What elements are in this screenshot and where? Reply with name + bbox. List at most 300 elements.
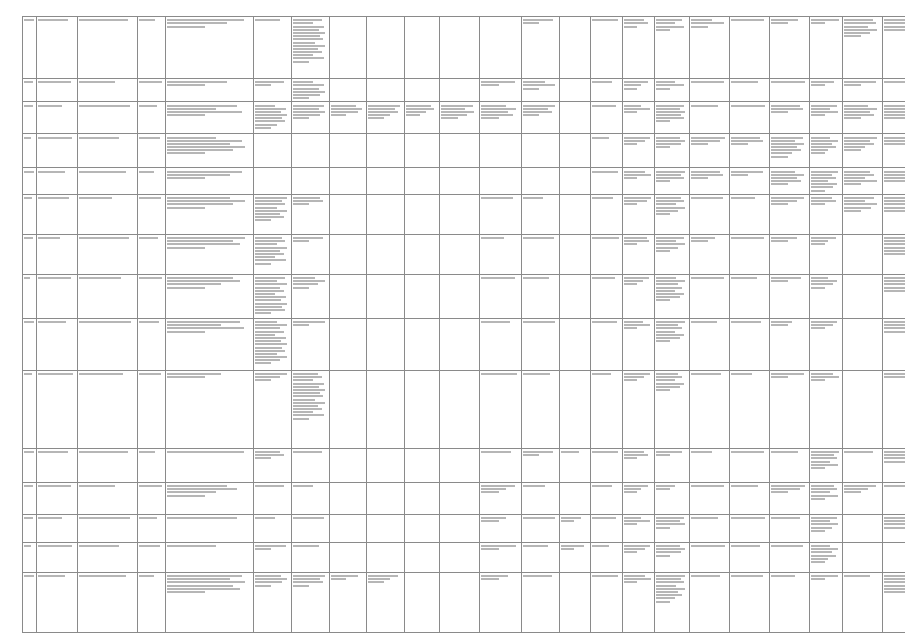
- illegible-text-line: [844, 22, 876, 24]
- illegible-text-line: [656, 197, 681, 199]
- table-cell: [690, 542, 730, 572]
- table-cell: [623, 542, 655, 572]
- table-cell: [367, 17, 405, 79]
- illegible-text-line: [771, 240, 788, 242]
- illegible-text-line: [167, 146, 245, 148]
- table-cell: [166, 448, 254, 482]
- illegible-text-line: [293, 237, 323, 239]
- illegible-text-line: [24, 545, 31, 547]
- illegible-text-line: [293, 117, 309, 119]
- illegible-text-line: [656, 299, 670, 301]
- illegible-text-line: [481, 485, 515, 487]
- illegible-text-line: [624, 111, 637, 113]
- illegible-text-line: [771, 545, 803, 547]
- illegible-text-line: [884, 137, 905, 139]
- illegible-text-line: [255, 111, 281, 113]
- table-cell: [37, 448, 78, 482]
- illegible-text-line: [167, 207, 205, 209]
- illegible-text-line: [656, 137, 680, 139]
- table-cell: [166, 318, 254, 370]
- table-cell: [254, 482, 292, 514]
- illegible-text-line: [38, 277, 71, 279]
- table-cell: [810, 572, 843, 632]
- illegible-text-line: [884, 454, 905, 456]
- illegible-text-line: [139, 321, 159, 323]
- table-row: [23, 448, 905, 482]
- illegible-text-line: [811, 464, 838, 466]
- illegible-text-line: [624, 26, 637, 28]
- illegible-text-line: [255, 81, 284, 83]
- illegible-text-line: [255, 290, 284, 292]
- illegible-text-line: [731, 517, 765, 519]
- illegible-text-line: [884, 485, 905, 487]
- illegible-text-line: [255, 280, 277, 282]
- table-cell: [522, 102, 560, 134]
- illegible-text-line: [731, 137, 760, 139]
- illegible-text-line: [844, 451, 873, 453]
- illegible-text-line: [884, 520, 905, 522]
- illegible-text-line: [592, 451, 618, 453]
- table-row: [23, 102, 905, 134]
- table-cell: [843, 194, 883, 234]
- illegible-text-line: [691, 451, 712, 453]
- illegible-text-line: [255, 376, 280, 378]
- illegible-text-line: [656, 114, 681, 116]
- illegible-text-line: [731, 143, 748, 145]
- illegible-text-line: [24, 575, 34, 577]
- table-cell: [405, 542, 440, 572]
- table-cell: [623, 514, 655, 542]
- illegible-text-line: [293, 38, 323, 40]
- illegible-text-line: [844, 26, 868, 28]
- illegible-text-line: [255, 327, 280, 329]
- table-cell: [254, 514, 292, 542]
- table-cell: [405, 17, 440, 79]
- illegible-text-line: [884, 26, 905, 28]
- illegible-text-line: [811, 327, 825, 329]
- illegible-text-line: [884, 197, 905, 199]
- table-cell: [405, 134, 440, 168]
- illegible-text-line: [255, 457, 271, 459]
- illegible-text-line: [811, 488, 837, 490]
- table-cell: [591, 482, 623, 514]
- illegible-text-line: [731, 237, 764, 239]
- illegible-text-line: [481, 111, 508, 113]
- table-cell: [730, 572, 770, 632]
- illegible-text-line: [368, 111, 398, 113]
- illegible-text-line: [656, 277, 676, 279]
- table-cell: [730, 542, 770, 572]
- table-cell: [883, 542, 905, 572]
- table-cell: [440, 514, 480, 542]
- illegible-text-line: [656, 213, 670, 215]
- illegible-text-line: [167, 247, 205, 249]
- illegible-text-line: [691, 81, 724, 83]
- illegible-text-line: [884, 373, 905, 375]
- table-cell: [623, 134, 655, 168]
- table-cell: [522, 134, 560, 168]
- table-cell: [843, 370, 883, 448]
- illegible-text-line: [624, 140, 645, 142]
- illegible-text-line: [624, 143, 637, 145]
- illegible-text-line: [884, 180, 905, 182]
- illegible-text-line: [811, 111, 838, 113]
- table-cell: [23, 168, 37, 195]
- illegible-text-line: [481, 197, 513, 199]
- table-cell: [560, 370, 591, 448]
- illegible-text-line: [811, 84, 825, 86]
- illegible-text-line: [523, 451, 553, 453]
- table-cell: [522, 370, 560, 448]
- illegible-text-line: [884, 243, 905, 245]
- illegible-text-line: [844, 485, 876, 487]
- illegible-text-line: [771, 183, 788, 185]
- illegible-text-line: [656, 594, 682, 596]
- illegible-text-line: [167, 108, 216, 110]
- illegible-text-line: [293, 405, 318, 407]
- table-cell: [166, 134, 254, 168]
- illegible-text-line: [255, 219, 271, 221]
- illegible-text-line: [255, 324, 287, 326]
- illegible-text-line: [293, 57, 324, 59]
- table-cell: [23, 572, 37, 632]
- illegible-text-line: [79, 575, 126, 577]
- table-cell: [166, 274, 254, 318]
- table-row: [23, 134, 905, 168]
- table-cell: [78, 168, 138, 195]
- table-cell: [78, 17, 138, 79]
- illegible-text-line: [293, 45, 325, 47]
- illegible-text-line: [624, 280, 643, 282]
- table-cell: [330, 448, 367, 482]
- illegible-text-line: [656, 293, 684, 295]
- illegible-text-line: [24, 137, 31, 139]
- illegible-text-line: [731, 105, 765, 107]
- table-cell: [78, 542, 138, 572]
- table-cell: [440, 168, 480, 195]
- illegible-text-line: [24, 237, 33, 239]
- table-cell: [883, 370, 905, 448]
- table-cell: [522, 274, 560, 318]
- illegible-text-line: [691, 105, 718, 107]
- table-cell: [623, 102, 655, 134]
- illegible-text-line: [811, 373, 833, 375]
- table-cell: [843, 482, 883, 514]
- illegible-text-line: [884, 331, 905, 333]
- table-cell: [23, 194, 37, 234]
- illegible-text-line: [731, 373, 752, 375]
- illegible-text-line: [656, 379, 675, 381]
- illegible-text-line: [771, 488, 800, 490]
- illegible-text-line: [293, 373, 318, 375]
- table-cell: [23, 17, 37, 79]
- illegible-text-line: [656, 578, 681, 580]
- illegible-text-line: [293, 48, 318, 50]
- table-row: [23, 234, 905, 274]
- table-cell: [810, 79, 843, 102]
- table-cell: [770, 17, 810, 79]
- illegible-text-line: [771, 111, 788, 113]
- illegible-text-line: [293, 277, 315, 279]
- table-cell: [440, 102, 480, 134]
- illegible-text-line: [844, 111, 870, 113]
- table-cell: [440, 194, 480, 234]
- illegible-text-line: [167, 485, 227, 487]
- table-cell: [522, 572, 560, 632]
- table-cell: [367, 370, 405, 448]
- table-cell: [440, 448, 480, 482]
- table-cell: [810, 448, 843, 482]
- table-cell: [883, 448, 905, 482]
- illegible-text-line: [293, 408, 322, 410]
- illegible-text-line: [167, 575, 242, 577]
- illegible-text-line: [139, 277, 162, 279]
- table-cell: [770, 572, 810, 632]
- illegible-text-line: [167, 22, 227, 24]
- illegible-text-line: [811, 19, 839, 21]
- illegible-text-line: [691, 174, 723, 176]
- illegible-text-line: [441, 105, 473, 107]
- table-cell: [655, 234, 690, 274]
- illegible-text-line: [293, 287, 309, 289]
- illegible-text-line: [255, 309, 285, 311]
- illegible-text-line: [624, 81, 648, 83]
- table-cell: [560, 17, 591, 79]
- table-cell: [730, 168, 770, 195]
- table-cell: [655, 79, 690, 102]
- illegible-text-line: [139, 171, 154, 173]
- table-cell: [330, 234, 367, 274]
- illegible-text-line: [255, 216, 284, 218]
- illegible-text-line: [656, 22, 675, 24]
- illegible-text-line: [481, 84, 499, 86]
- illegible-text-line: [255, 213, 280, 215]
- illegible-text-line: [79, 373, 123, 375]
- illegible-text-line: [255, 373, 287, 375]
- illegible-text-line: [691, 177, 708, 179]
- illegible-text-line: [24, 171, 34, 173]
- illegible-text-line: [255, 334, 275, 336]
- illegible-text-line: [167, 149, 233, 151]
- illegible-text-line: [293, 29, 319, 31]
- table-cell: [292, 448, 330, 482]
- illegible-text-line: [656, 174, 681, 176]
- illegible-text-line: [624, 137, 650, 139]
- illegible-text-line: [656, 340, 670, 342]
- table-cell: [591, 168, 623, 195]
- illegible-text-line: [771, 485, 805, 487]
- illegible-text-line: [255, 237, 282, 239]
- illegible-text-line: [255, 250, 280, 252]
- illegible-text-line: [731, 485, 758, 487]
- illegible-text-line: [811, 578, 825, 580]
- illegible-text-line: [368, 578, 390, 580]
- illegible-text-line: [523, 454, 539, 456]
- illegible-text-line: [24, 277, 30, 279]
- table-cell: [166, 482, 254, 514]
- illegible-text-line: [844, 35, 861, 37]
- table-cell: [883, 17, 905, 79]
- illegible-text-line: [656, 601, 670, 603]
- table-cell: [560, 168, 591, 195]
- table-cell: [23, 542, 37, 572]
- illegible-text-line: [79, 197, 112, 199]
- illegible-text-line: [811, 283, 833, 285]
- illegible-text-line: [293, 26, 324, 28]
- illegible-text-line: [624, 491, 637, 493]
- table-cell: [810, 17, 843, 79]
- table-cell: [810, 514, 843, 542]
- table-cell: [730, 274, 770, 318]
- illegible-text-line: [481, 237, 504, 239]
- illegible-text-line: [167, 287, 205, 289]
- table-cell: [166, 79, 254, 102]
- illegible-text-line: [844, 29, 877, 31]
- illegible-text-line: [293, 585, 309, 587]
- illegible-text-line: [38, 19, 68, 21]
- table-cell: [623, 17, 655, 79]
- illegible-text-line: [884, 108, 905, 110]
- illegible-text-line: [884, 321, 905, 323]
- illegible-text-line: [731, 545, 760, 547]
- table-cell: [166, 234, 254, 274]
- table-cell: [655, 482, 690, 514]
- table-cell: [591, 370, 623, 448]
- illegible-text-line: [844, 140, 870, 142]
- illegible-text-line: [624, 517, 641, 519]
- illegible-text-line: [293, 19, 322, 21]
- illegible-text-line: [38, 545, 72, 547]
- table-cell: [405, 514, 440, 542]
- table-cell: [843, 448, 883, 482]
- illegible-text-line: [167, 495, 205, 497]
- illegible-text-line: [884, 527, 905, 529]
- illegible-text-line: [255, 105, 275, 107]
- table-cell: [843, 79, 883, 102]
- illegible-text-line: [167, 19, 244, 21]
- table-cell: [138, 514, 166, 542]
- illegible-text-line: [255, 303, 287, 305]
- illegible-text-line: [656, 597, 675, 599]
- illegible-text-line: [656, 389, 670, 391]
- illegible-text-line: [884, 240, 905, 242]
- illegible-text-line: [844, 81, 876, 83]
- illegible-text-line: [255, 287, 280, 289]
- illegible-text-line: [624, 203, 637, 205]
- illegible-text-line: [624, 551, 637, 553]
- illegible-text-line: [255, 256, 275, 258]
- table-cell: [138, 370, 166, 448]
- illegible-text-line: [691, 140, 720, 142]
- illegible-text-line: [771, 156, 788, 158]
- illegible-text-line: [624, 88, 637, 90]
- illegible-text-line: [293, 395, 323, 397]
- illegible-text-line: [624, 171, 645, 173]
- illegible-text-line: [884, 585, 905, 587]
- illegible-text-line: [293, 97, 309, 99]
- illegible-text-line: [884, 451, 905, 453]
- illegible-text-line: [884, 29, 905, 31]
- illegible-text-line: [167, 280, 240, 282]
- illegible-text-line: [771, 376, 788, 378]
- illegible-text-line: [656, 143, 681, 145]
- table-cell: [810, 542, 843, 572]
- illegible-text-line: [771, 180, 801, 182]
- illegible-text-line: [167, 545, 216, 547]
- illegible-text-line: [293, 94, 320, 96]
- table-cell: [522, 234, 560, 274]
- illegible-text-line: [79, 81, 115, 83]
- illegible-text-line: [38, 171, 65, 173]
- illegible-text-line: [656, 111, 685, 113]
- illegible-text-line: [592, 105, 616, 107]
- table-cell: [23, 482, 37, 514]
- illegible-text-line: [771, 203, 788, 205]
- illegible-text-line: [592, 485, 612, 487]
- table-cell: [843, 274, 883, 318]
- illegible-text-line: [331, 578, 346, 580]
- illegible-text-line: [656, 120, 670, 122]
- table-cell: [405, 102, 440, 134]
- illegible-text-line: [771, 280, 788, 282]
- illegible-text-line: [368, 114, 390, 116]
- table-cell: [883, 572, 905, 632]
- illegible-text-line: [38, 197, 69, 199]
- table-cell: [23, 102, 37, 134]
- table-cell: [166, 168, 254, 195]
- illegible-text-line: [771, 137, 803, 139]
- table-cell: [440, 274, 480, 318]
- table-cell: [655, 102, 690, 134]
- illegible-text-line: [811, 22, 825, 24]
- table-cell: [655, 194, 690, 234]
- illegible-text-line: [79, 105, 130, 107]
- illegible-text-line: [24, 517, 33, 519]
- table-cell: [37, 17, 78, 79]
- illegible-text-line: [167, 137, 216, 139]
- table-cell: [730, 370, 770, 448]
- illegible-text-line: [293, 386, 319, 388]
- illegible-text-line: [167, 140, 242, 142]
- illegible-text-line: [592, 237, 619, 239]
- illegible-text-line: [884, 287, 905, 289]
- illegible-text-line: [691, 143, 708, 145]
- illegible-text-line: [811, 174, 832, 176]
- illegible-text-line: [624, 488, 641, 490]
- illegible-text-line: [167, 200, 245, 202]
- illegible-text-line: [592, 575, 618, 577]
- illegible-text-line: [139, 517, 157, 519]
- illegible-text-line: [884, 290, 905, 292]
- illegible-text-line: [656, 200, 684, 202]
- table-cell: [690, 168, 730, 195]
- table-cell: [770, 514, 810, 542]
- illegible-text-line: [771, 143, 804, 145]
- illegible-text-line: [656, 250, 670, 252]
- table-cell: [883, 318, 905, 370]
- illegible-text-line: [811, 280, 837, 282]
- table-cell: [883, 514, 905, 542]
- illegible-text-line: [293, 111, 325, 113]
- illegible-text-line: [884, 253, 905, 255]
- illegible-text-line: [441, 117, 458, 119]
- illegible-text-line: [656, 84, 684, 86]
- illegible-text-line: [811, 321, 837, 323]
- illegible-text-line: [624, 523, 637, 525]
- illegible-text-line: [255, 343, 287, 345]
- table-cell: [480, 542, 522, 572]
- table-row: [23, 370, 905, 448]
